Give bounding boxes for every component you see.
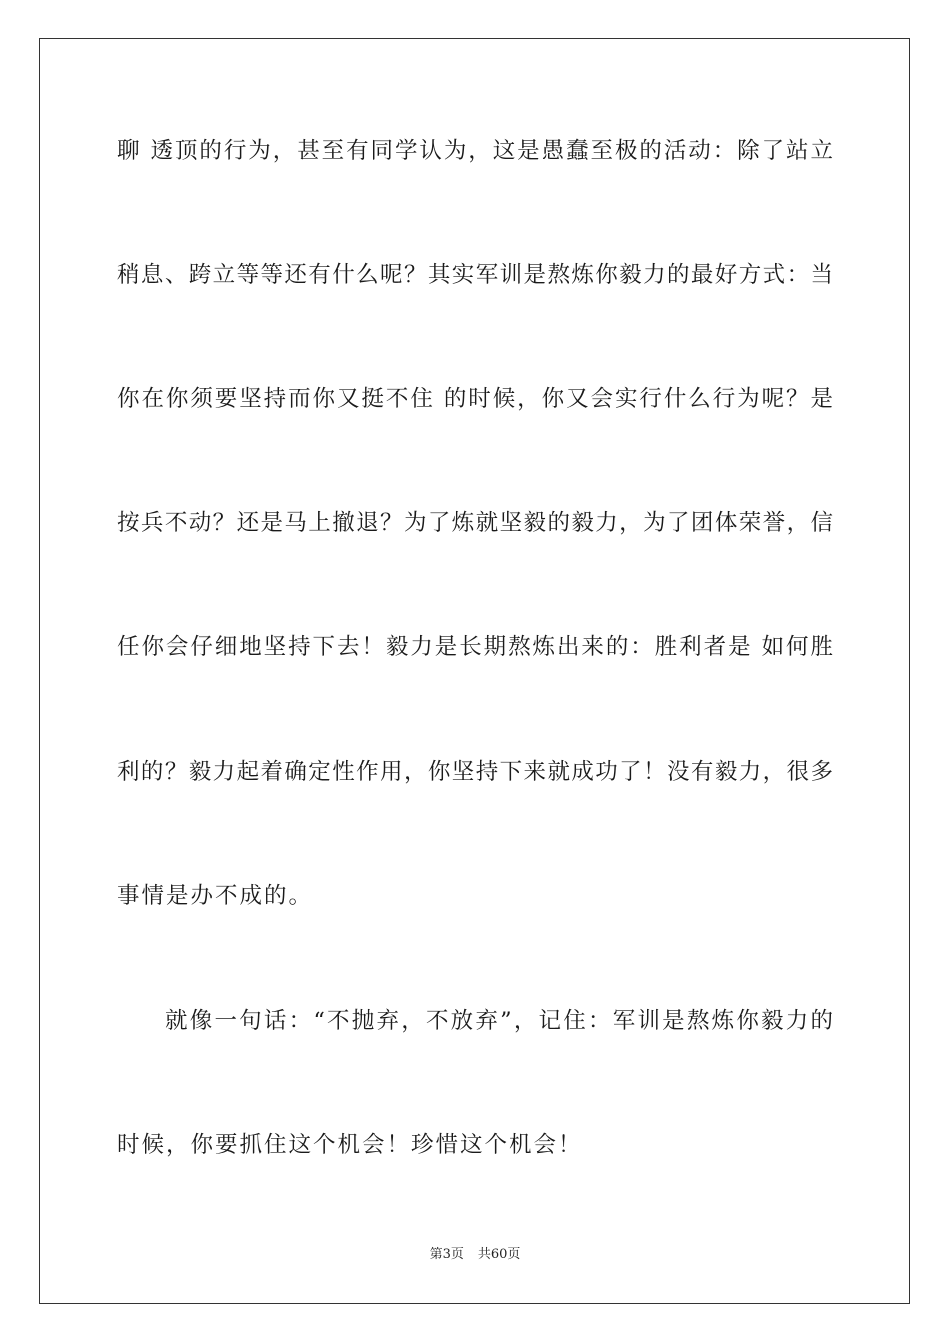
body-line-7: 事情是办不成的。 xyxy=(117,883,314,909)
body-line-9: 时候，你要抓住这个机会！珍惜这个机会！ xyxy=(117,1132,583,1158)
page-total: 共60页 xyxy=(477,1247,521,1262)
page-footer xyxy=(0,1246,950,1264)
body-line-5: 任你会仔细地坚持下去！毅力是长期熬炼出来的：胜利者是 如何胜 xyxy=(117,634,835,660)
body-line-4: 按兵不动？还是马上撤退？为了炼就坚毅的毅力，为了团体荣誉，信 xyxy=(117,510,835,536)
body-line-3: 你在你须要坚持而你又挺不住 的时候，你又会实行什么行为呢？是 xyxy=(117,386,835,412)
body-line-2: 稍息、跨立等等还有什么呢？其实军训是熬炼你毅力的最好方式：当 xyxy=(117,262,835,288)
page-border xyxy=(39,38,910,1304)
page-number: 第3页 xyxy=(429,1247,464,1262)
body-line-6: 利的？毅力起着确定性作用，你坚持下来就成功了！没有毅力，很多 xyxy=(117,759,835,785)
body-line-8: 就像一句话：“不抛弃，不放弃”，记住：军训是熬炼你毅力的 xyxy=(165,1008,836,1034)
body-line-1: 聊 透顶的行为，甚至有同学认为，这是愚蠢至极的活动：除了站立 xyxy=(117,138,835,164)
